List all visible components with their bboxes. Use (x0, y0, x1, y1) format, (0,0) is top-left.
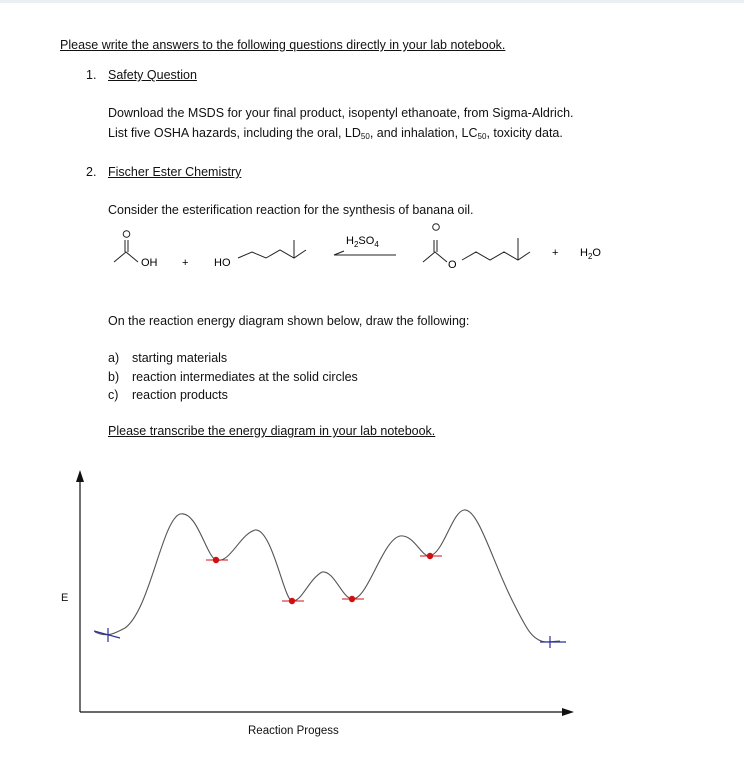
list-item-c-text: reaction products (132, 388, 228, 402)
q2-title: Fischer Ester Chemistry (108, 165, 242, 179)
water-label: $H_2O$ (580, 247, 601, 261)
q2-intro: Consider the esterification reaction for the synthesis of banana oil. (108, 203, 474, 217)
acetic-acid-skeleton (114, 252, 138, 262)
list-item-a-text: starting materials (132, 351, 228, 365)
ester-oxygen-label: O (448, 259, 457, 271)
reaction-scheme (0, 0, 744, 300)
plus-sign-2: + (552, 247, 559, 259)
x-axis-label: Reaction Progess (248, 725, 339, 737)
q1-title: Safety Question (108, 68, 197, 82)
ho-label: HO (214, 257, 231, 269)
q1-line2: List five OSHA hazards, including the oral, $LD_{50}$, and inhalation, $LC_{50}$, toxicity data. (108, 126, 563, 141)
ester-carbonyl-oxygen (433, 224, 440, 231)
q1-number: 1. (86, 68, 97, 82)
energy-diagram (0, 460, 744, 730)
list-item-b-label: b) (108, 370, 120, 384)
y-axis-label: E (61, 592, 69, 604)
isopentyl-alcohol-skeleton (238, 250, 306, 258)
q2-number: 2. (86, 165, 97, 179)
list-item-a-label: a) (108, 351, 120, 365)
intermediate-3-dot (349, 596, 355, 602)
ester-skeleton (423, 252, 447, 262)
plus-sign-1: + (182, 257, 189, 269)
instruction-heading: Please write the answers to the following questions directly in your lab notebook. (60, 38, 506, 52)
oh-label: OH (141, 257, 158, 269)
intermediate-markers (206, 553, 442, 604)
energy-curve (95, 510, 560, 642)
list-item-b-text: reaction intermediates at the solid circles (132, 370, 358, 384)
y-axis-arrowhead (76, 470, 84, 482)
transcribe-instruction: Please transcribe the energy diagram in your lab notebook. (108, 424, 436, 438)
q1-line1: Download the MSDS for your final product, isopentyl ethanoate, from Sigma-Aldrich. (108, 106, 574, 120)
x-axis-arrowhead (562, 708, 574, 716)
intermediate-2-dot (289, 598, 295, 604)
endpoint-level-marks (94, 628, 566, 648)
intermediate-1-dot (213, 557, 219, 563)
catalyst-label: $H_2SO_4$ (346, 235, 379, 249)
list-item-c-label: c) (108, 388, 119, 402)
acid-carbonyl-oxygen (123, 231, 130, 238)
intermediate-4-dot (427, 553, 433, 559)
diagram-prompt: On the reaction energy diagram shown below, draw the following: (108, 314, 470, 328)
